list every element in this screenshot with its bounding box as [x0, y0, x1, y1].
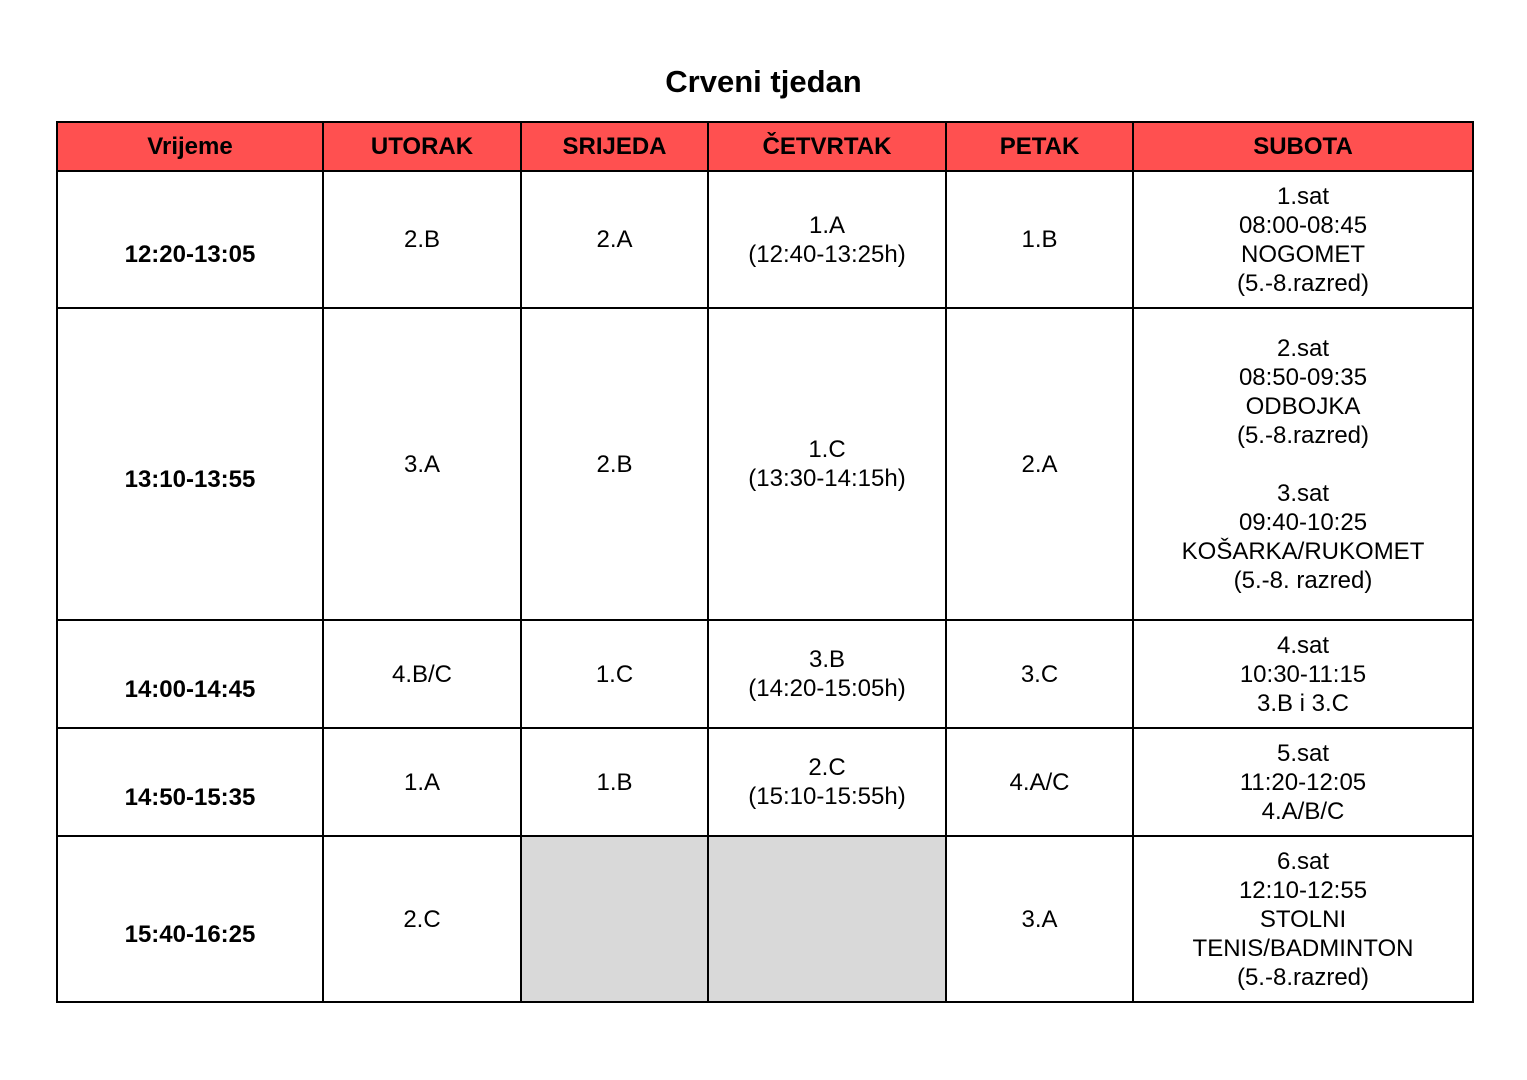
cell-line: 4.sat — [1276, 631, 1330, 659]
srijeda-cell: 1.B — [521, 728, 708, 836]
subota-cell — [1133, 728, 1473, 836]
header-subota: SUBOTA — [1133, 122, 1473, 171]
subota-cell — [1133, 308, 1473, 620]
cell-line: (5.-8. razred) — [1233, 566, 1373, 594]
cell-line: 11:20-12:05 — [1239, 768, 1367, 796]
srijeda-cell: 2.B — [521, 308, 708, 620]
table-row — [57, 308, 1473, 620]
petak-cell: 2.A — [946, 308, 1133, 620]
page-title: Crveni tjedan — [665, 64, 862, 99]
cell-line: 6.sat — [1276, 847, 1330, 875]
petak-cell: 1.B — [946, 171, 1133, 308]
time-cell: 12:20-13:05 — [57, 171, 323, 308]
cell-line: 1.C — [808, 436, 846, 463]
srijeda-cell: 1.C — [521, 620, 708, 728]
cell-line: 3.B i 3.C — [1256, 689, 1350, 717]
petak-cell: 4.A/C — [946, 728, 1133, 836]
subota-cell — [1133, 836, 1473, 1002]
subota-cell — [1133, 620, 1473, 728]
empty-cell — [521, 836, 708, 1002]
cell-line: ODBOJKA — [1245, 392, 1361, 420]
cell-line: (5.-8.razred) — [1236, 963, 1370, 991]
header-petak: PETAK — [946, 122, 1133, 171]
cell-line: (5.-8.razred) — [1236, 421, 1370, 449]
subota-cell — [1133, 171, 1473, 308]
utorak-cell: 2.C — [323, 836, 521, 1002]
header-srijeda: SRIJEDA — [521, 122, 708, 171]
cell-line: 2.C — [808, 754, 846, 781]
cell-line: 3.B — [808, 646, 846, 673]
cell-line: 2.sat — [1276, 334, 1330, 362]
table-row — [57, 836, 1473, 1002]
header-row — [57, 122, 1473, 171]
table-row — [57, 171, 1473, 308]
spacer — [1140, 450, 1466, 479]
schedule-table — [56, 121, 1474, 1003]
header-utorak: UTORAK — [323, 122, 521, 171]
time-cell: 14:00-14:45 — [57, 620, 323, 728]
utorak-cell: 4.B/C — [323, 620, 521, 728]
cetvrtak-cell — [708, 171, 946, 308]
cell-line: 08:50-09:35 — [1238, 363, 1368, 391]
petak-cell: 3.C — [946, 620, 1133, 728]
utorak-cell: 1.A — [323, 728, 521, 836]
cell-line: (12:40-13:25h) — [748, 240, 906, 268]
time-cell: 15:40-16:25 — [57, 836, 323, 1002]
table-row — [57, 620, 1473, 728]
utorak-cell: 2.B — [323, 171, 521, 308]
petak-cell: 3.A — [946, 836, 1133, 1002]
empty-cell — [708, 836, 946, 1002]
cell-line: 5.sat — [1276, 739, 1330, 767]
cell-line: 3.sat — [1276, 479, 1330, 507]
cetvrtak-cell — [708, 620, 946, 728]
cell-line: (5.-8.razred) — [1236, 269, 1370, 297]
cetvrtak-cell — [708, 728, 946, 836]
cell-line: KOŠARKA/RUKOMET — [1181, 537, 1425, 565]
cell-line: 1.sat — [1276, 182, 1330, 210]
table-row — [57, 728, 1473, 836]
cell-line: STOLNI — [1259, 905, 1347, 933]
cell-line: (13:30-14:15h) — [748, 465, 906, 492]
header-vrijeme: Vrijeme — [57, 122, 323, 171]
time-cell: 13:10-13:55 — [57, 308, 323, 620]
cell-line: NOGOMET — [1241, 240, 1365, 268]
cell-line: TENIS/BADMINTON — [1192, 934, 1414, 962]
cell-line: 10:30-11:15 — [1239, 660, 1367, 688]
utorak-cell: 3.A — [323, 308, 521, 620]
header-cetvrtak: ČETVRTAK — [708, 122, 946, 171]
cetvrtak-cell — [708, 308, 946, 620]
cell-line: 1.A — [808, 211, 846, 239]
cell-line: (15:10-15:55h) — [748, 783, 906, 810]
cell-line: 4.A/B/C — [1261, 797, 1345, 825]
cell-line: (14:20-15:05h) — [748, 675, 906, 702]
srijeda-cell: 2.A — [521, 171, 708, 308]
cell-line: 09:40-10:25 — [1238, 508, 1368, 536]
cell-line: 12:10-12:55 — [1238, 876, 1368, 904]
time-cell: 14:50-15:35 — [57, 728, 323, 836]
cell-line: 08:00-08:45 — [1238, 211, 1368, 239]
